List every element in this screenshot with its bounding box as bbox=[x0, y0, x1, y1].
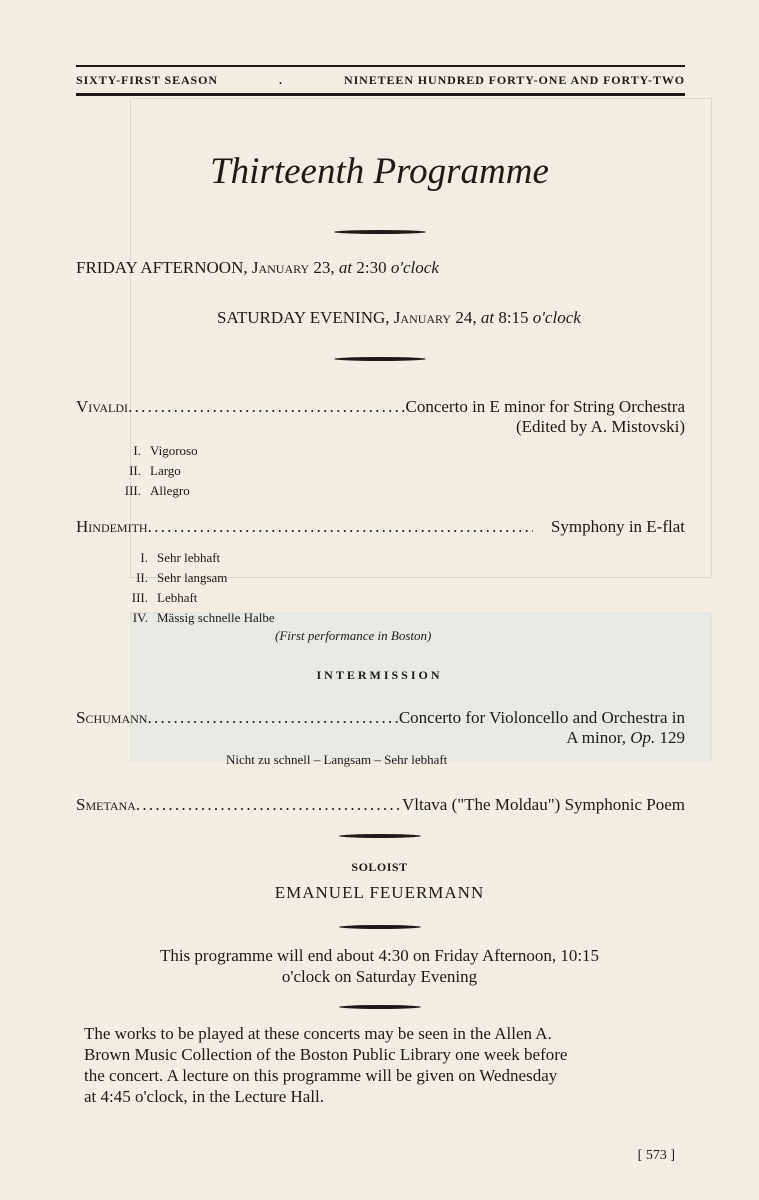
ornament-rule bbox=[339, 834, 421, 838]
ornament-rule bbox=[339, 925, 421, 929]
smetana-line bbox=[76, 795, 685, 815]
saturday-oclock: o'clock bbox=[532, 308, 581, 327]
end-time-note bbox=[0, 945, 759, 987]
library-note-line: the concert. A lecture on this programme will be given on Wednesday bbox=[84, 1066, 558, 1085]
season-separator: . bbox=[279, 73, 283, 87]
soloist-name: EMANUEL FEUERMANN bbox=[274, 883, 485, 902]
header-rule-bottom bbox=[76, 93, 685, 96]
schumann-line bbox=[76, 708, 685, 728]
library-note-line: at 4:45 o'clock, in the Lecture Hall. bbox=[84, 1087, 325, 1106]
hindemith-line bbox=[76, 517, 685, 537]
vivaldi-line bbox=[76, 397, 685, 417]
smetana-entry bbox=[76, 795, 685, 815]
work-title: Vltava ("The Moldau") Symphonic Poem bbox=[402, 795, 685, 814]
friday-performance bbox=[76, 258, 439, 278]
vivaldi-entry bbox=[76, 397, 685, 437]
page-number: [ 573 ] bbox=[637, 1148, 675, 1163]
composer-name: Smetana bbox=[76, 795, 136, 814]
programme-title: Thirteenth Programme bbox=[210, 151, 549, 192]
schumann-entry bbox=[76, 708, 685, 748]
composer-name: Schumann bbox=[76, 708, 148, 727]
saturday-date: January 24, bbox=[393, 308, 477, 327]
movement: III. Lebhaft bbox=[131, 590, 198, 605]
saturday-at: at bbox=[480, 308, 495, 327]
friday-date: January 23, bbox=[251, 258, 335, 277]
friday-time: 2:30 bbox=[356, 258, 387, 277]
movement: I. Sehr lebhaft bbox=[140, 550, 221, 565]
friday-at: at bbox=[338, 258, 353, 277]
header-rule-top bbox=[76, 65, 685, 67]
work-title: Symphony in E-flat bbox=[550, 517, 685, 536]
end-time-line: o'clock on Saturday Evening bbox=[281, 967, 478, 986]
library-note-line: Brown Music Collection of the Boston Public Library one week before bbox=[84, 1045, 568, 1064]
composer-name: Vivaldi bbox=[76, 397, 129, 416]
saturday-performance bbox=[217, 308, 581, 328]
work-key: A minor, Op. 129 bbox=[566, 728, 685, 747]
leader-dots bbox=[148, 517, 533, 537]
movement: I. Vigoroso bbox=[133, 443, 198, 458]
friday-oclock: o'clock bbox=[390, 258, 439, 277]
season-label: SIXTY-FIRST SEASON bbox=[76, 73, 218, 87]
leader-dots bbox=[136, 795, 402, 815]
work-title: Concerto for Violoncello and Orchestra in bbox=[398, 708, 685, 727]
saturday-day: SATURDAY EVENING, bbox=[217, 308, 390, 327]
movement: II. Sehr langsam bbox=[136, 570, 228, 585]
leader-dots bbox=[147, 708, 398, 728]
friday-day: FRIDAY AFTERNOON, bbox=[76, 258, 248, 277]
season-header bbox=[76, 73, 685, 88]
library-note-line: The works to be played at these concerts may be seen in the Allen A. bbox=[84, 1024, 552, 1043]
library-note bbox=[84, 1023, 689, 1107]
movement: IV. Mässig schnelle Halbe bbox=[132, 610, 275, 625]
ornament-rule bbox=[334, 357, 426, 361]
saturday-time: 8:15 bbox=[498, 308, 529, 327]
work-title: Concerto in E minor for String Orchestra bbox=[405, 397, 685, 416]
movement: II. Largo bbox=[129, 463, 181, 478]
schumann-tempi: Nicht zu schnell – Langsam – Sehr lebhaft bbox=[226, 752, 448, 767]
season-years: NINETEEN HUNDRED FORTY-ONE AND FORTY-TWO bbox=[344, 73, 685, 87]
leader-dots bbox=[128, 397, 405, 417]
ornament-rule bbox=[339, 1005, 421, 1009]
intermission-label: INTERMISSION bbox=[316, 668, 443, 682]
composer-name: Hindemith bbox=[76, 517, 148, 536]
first-performance-note: (First performance in Boston) bbox=[275, 628, 432, 643]
soloist-label: SOLOIST bbox=[351, 860, 408, 874]
movement: III. Allegro bbox=[124, 483, 190, 498]
hindemith-entry bbox=[76, 517, 685, 537]
work-edition: (Edited by A. Mistovski) bbox=[515, 417, 685, 436]
end-time-line: This programme will end about 4:30 on Friday Afternoon, 10:15 bbox=[159, 946, 600, 965]
ornament-rule bbox=[334, 230, 426, 234]
